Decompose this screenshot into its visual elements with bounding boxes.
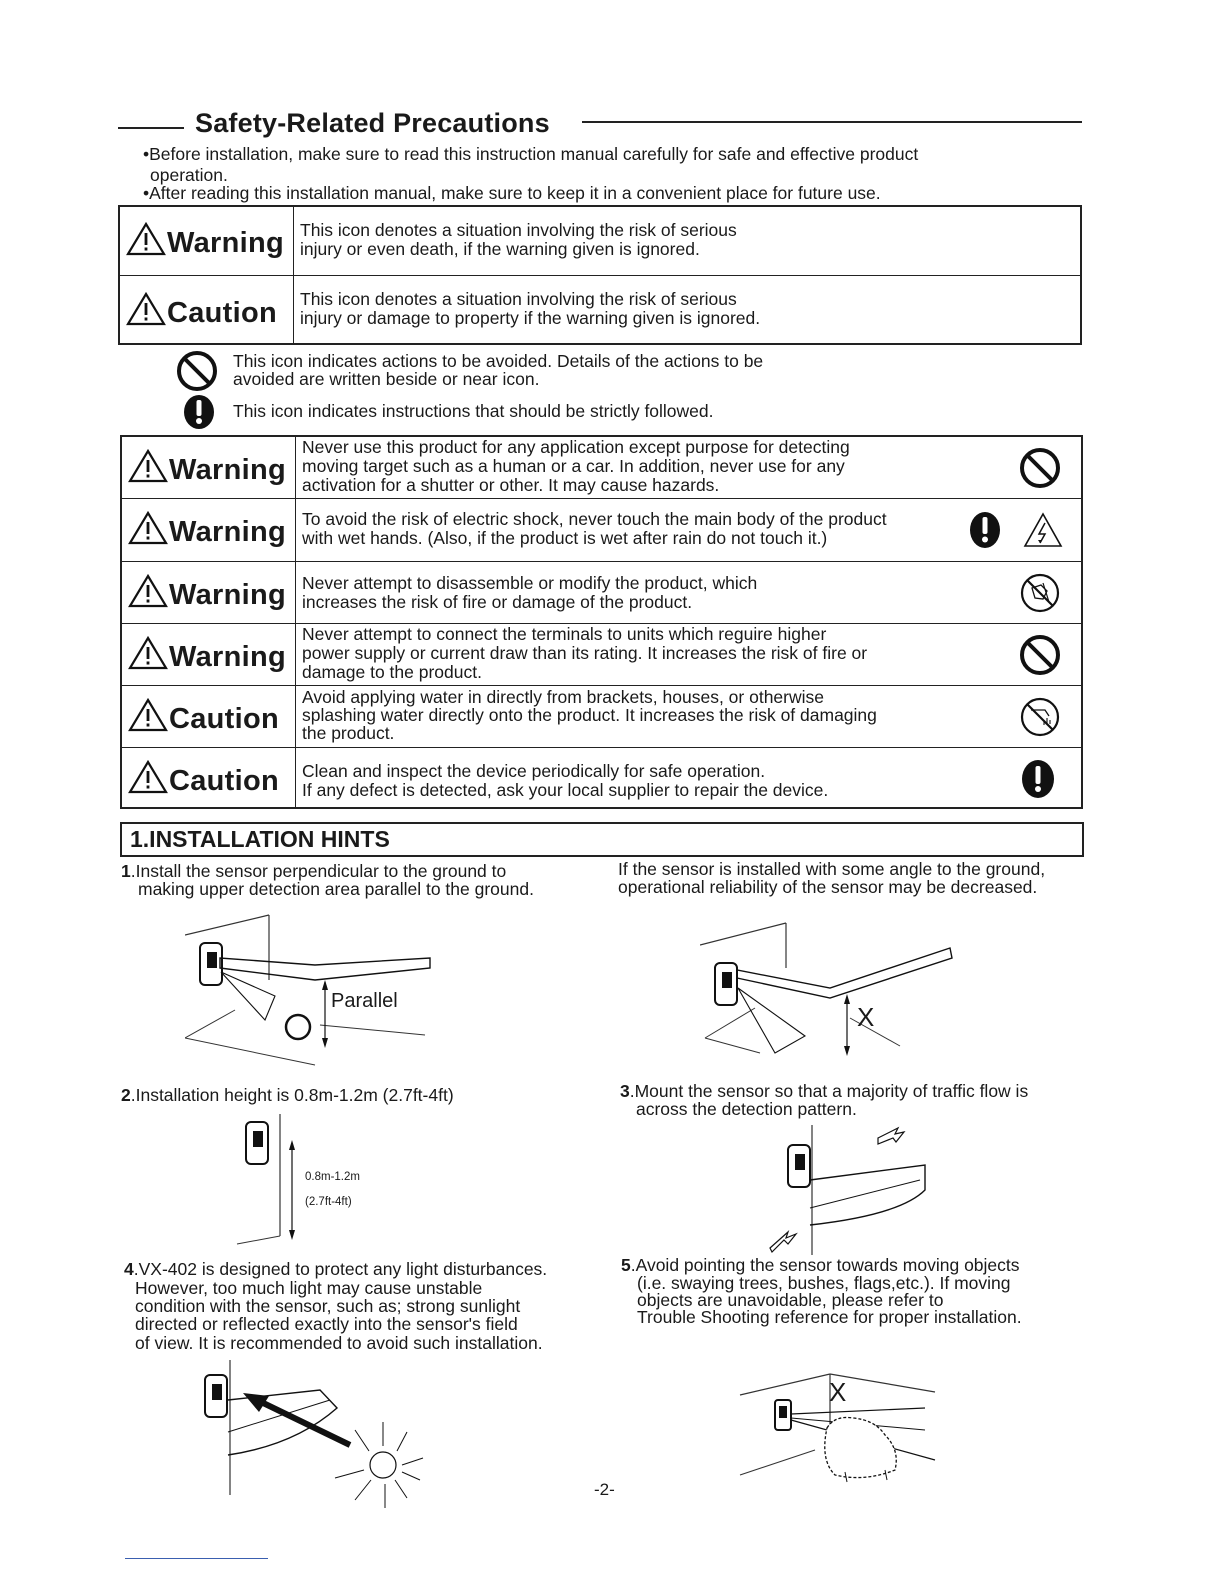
sunlight-illustration bbox=[195, 1360, 430, 1510]
warning-label bbox=[122, 624, 296, 685]
warning-label bbox=[122, 562, 296, 623]
hint-4: 4.VX-402 is designed to protect any light disturbances. bbox=[124, 1259, 548, 1279]
caution-label bbox=[122, 686, 296, 747]
precaution-text: with wet hands. (Also, if the product is wet after rain do not touch it.) bbox=[302, 528, 828, 548]
warning-triangle-icon bbox=[128, 449, 168, 483]
warning-triangle-icon bbox=[128, 574, 168, 608]
definition-text: This icon denotes a situation involving the risk of serious bbox=[300, 220, 737, 240]
precaution-label-text: Warning bbox=[169, 640, 287, 673]
definition-table bbox=[118, 205, 1082, 345]
precaution-label-text: Warning bbox=[169, 516, 287, 548]
precaution-text: power supply or current draw than its rating. It increases the risk of fire or bbox=[302, 643, 868, 663]
precaution-row bbox=[122, 685, 1081, 747]
precaution-text: damage to the product. bbox=[302, 662, 482, 682]
precaution-text: If any defect is detected, ask your local supplier to repair the device. bbox=[302, 780, 829, 800]
definition-label-text: Caution bbox=[167, 296, 278, 329]
precaution-row bbox=[122, 498, 1081, 561]
definition-text: This icon denotes a situation involving the risk of serious bbox=[300, 289, 737, 309]
angled-installation-illustration bbox=[700, 918, 960, 1058]
warning-label bbox=[120, 207, 294, 275]
hint-3-line-2: across the detection pattern. bbox=[636, 1099, 857, 1119]
legend-prohibit-line-2: avoided are written beside or near icon. bbox=[233, 369, 540, 389]
precaution-text: Never use this product for any application except purpose for detecting bbox=[302, 437, 850, 457]
section-heading: 1.INSTALLATION HINTS bbox=[130, 826, 390, 852]
warning-triangle-icon bbox=[128, 511, 168, 545]
definition-row-caution bbox=[120, 275, 1080, 345]
warning-label bbox=[122, 499, 296, 561]
warning-triangle-icon bbox=[128, 636, 168, 670]
mandatory-icon bbox=[183, 394, 215, 430]
prohibited-icon bbox=[1019, 447, 1061, 489]
precaution-row bbox=[122, 623, 1081, 685]
definition-label-text: Warning bbox=[167, 227, 285, 259]
hint-5: 5.Avoid pointing the sensor towards moving objects bbox=[621, 1255, 1020, 1275]
intro-line-3: •After reading this installation manual, make sure to keep it in a convenient place for future use. bbox=[143, 183, 881, 203]
hint-5-line: Trouble Shooting reference for proper installation. bbox=[637, 1307, 1022, 1327]
prohibited-icon bbox=[176, 350, 218, 392]
hint-3: 3.Mount the sensor so that a majority of traffic flow is bbox=[620, 1081, 1029, 1101]
precaution-text: activation for a shutter or other. It may cause hazards. bbox=[302, 475, 720, 495]
no-disassembly-icon bbox=[1019, 572, 1061, 614]
precaution-label-text: Caution bbox=[169, 764, 280, 797]
legend-mandatory: This icon indicates instructions that should be strictly followed. bbox=[233, 401, 714, 421]
precaution-text: the product. bbox=[302, 723, 395, 743]
intro-line-1: •Before installation, make sure to read this instruction manual carefully for safe and effective product bbox=[143, 144, 919, 164]
precaution-row bbox=[122, 437, 1081, 498]
precaution-text: increases the risk of fire or damage of the product. bbox=[302, 592, 693, 612]
no-water-icon bbox=[1019, 696, 1061, 738]
intro-line-2: operation. bbox=[150, 165, 228, 185]
mandatory-icon bbox=[1021, 759, 1055, 799]
hint-4-line: directed or reflected exactly into the sensor's field bbox=[135, 1314, 518, 1334]
sun-icon bbox=[370, 1452, 396, 1478]
definition-row-warning bbox=[120, 207, 1080, 275]
warning-triangle-icon bbox=[126, 292, 166, 326]
precaution-text: Avoid applying water in directly from brackets, houses, or otherwise bbox=[302, 687, 825, 707]
precaution-row bbox=[122, 747, 1081, 809]
precaution-text: moving target such as a human or a car. In addition, never use for any bbox=[302, 456, 845, 476]
definition-text: injury or even death, if the warning given is ignored. bbox=[300, 239, 700, 259]
footer-rule bbox=[125, 1558, 268, 1559]
parallel-label: Parallel bbox=[331, 990, 398, 1012]
hint-1-right-line-2: operational reliability of the sensor may be decreased. bbox=[618, 877, 1038, 897]
warning-triangle-icon bbox=[128, 698, 168, 732]
legend-prohibit-line-1: This icon indicates actions to be avoided. Details of the actions to be bbox=[233, 351, 764, 371]
hint-4-line: of view. It is recommended to avoid such installation. bbox=[135, 1333, 543, 1353]
ng-mark: X bbox=[829, 1377, 847, 1407]
mandatory-icon bbox=[969, 511, 1001, 549]
precaution-label-text: Caution bbox=[169, 702, 280, 735]
precautions-table bbox=[120, 435, 1083, 809]
caution-label bbox=[122, 748, 296, 809]
warning-triangle-icon bbox=[126, 222, 166, 256]
precaution-text: To avoid the risk of electric shock, never touch the main body of the product bbox=[302, 509, 887, 529]
page-number: -2- bbox=[594, 1480, 615, 1499]
title-rule-left bbox=[118, 127, 184, 129]
precaution-text: splashing water directly onto the product. It increases the risk of damaging bbox=[302, 705, 877, 725]
hint-4-line: However, too much light may cause unstable bbox=[135, 1278, 483, 1298]
precaution-text: Clean and inspect the device periodically for safe operation. bbox=[302, 761, 766, 781]
warning-label bbox=[122, 437, 296, 498]
height-illustration bbox=[232, 1114, 312, 1254]
precaution-text: Never attempt to connect the terminals to units which reguire higher bbox=[302, 624, 827, 644]
precaution-label-text: Warning bbox=[169, 578, 287, 611]
hint-4-line: condition with the sensor, such as; strong sunlight bbox=[135, 1296, 521, 1316]
prohibited-icon bbox=[1019, 634, 1061, 676]
hint-2: 2.Installation height is 0.8m-1.2m (2.7ft-4ft) bbox=[121, 1085, 454, 1105]
traffic-flow-illustration bbox=[760, 1120, 935, 1255]
electric-shock-icon bbox=[1023, 512, 1063, 548]
hint-1-right-line-1: If the sensor is installed with some angle to the ground, bbox=[618, 859, 1046, 879]
precaution-row bbox=[122, 561, 1081, 623]
height-label-imperial: (2.7ft-4ft) bbox=[305, 1196, 352, 1208]
ok-mark-icon bbox=[286, 1015, 310, 1039]
hint-1-line-2: making upper detection area parallel to the ground. bbox=[138, 879, 534, 899]
hint-1: 1.Install the sensor perpendicular to the ground to bbox=[121, 861, 507, 881]
page-title: Safety-Related Precautions bbox=[195, 108, 550, 138]
precaution-label-text: Warning bbox=[169, 453, 287, 486]
hint-5-line: (i.e. swaying trees, bushes, flags,etc.). If moving bbox=[637, 1273, 1011, 1293]
warning-triangle-icon bbox=[128, 760, 168, 794]
precaution-text: Never attempt to disassemble or modify the product, which bbox=[302, 573, 758, 593]
definition-text: injury or damage to property if the warning given is ignored. bbox=[300, 308, 761, 328]
height-label-metric: 0.8m-1.2m bbox=[305, 1171, 360, 1183]
title-rule-right bbox=[582, 121, 1082, 123]
ng-mark: X bbox=[857, 1002, 875, 1032]
hint-5-line: objects are unavoidable, please refer to bbox=[637, 1290, 944, 1310]
caution-label bbox=[120, 276, 294, 345]
